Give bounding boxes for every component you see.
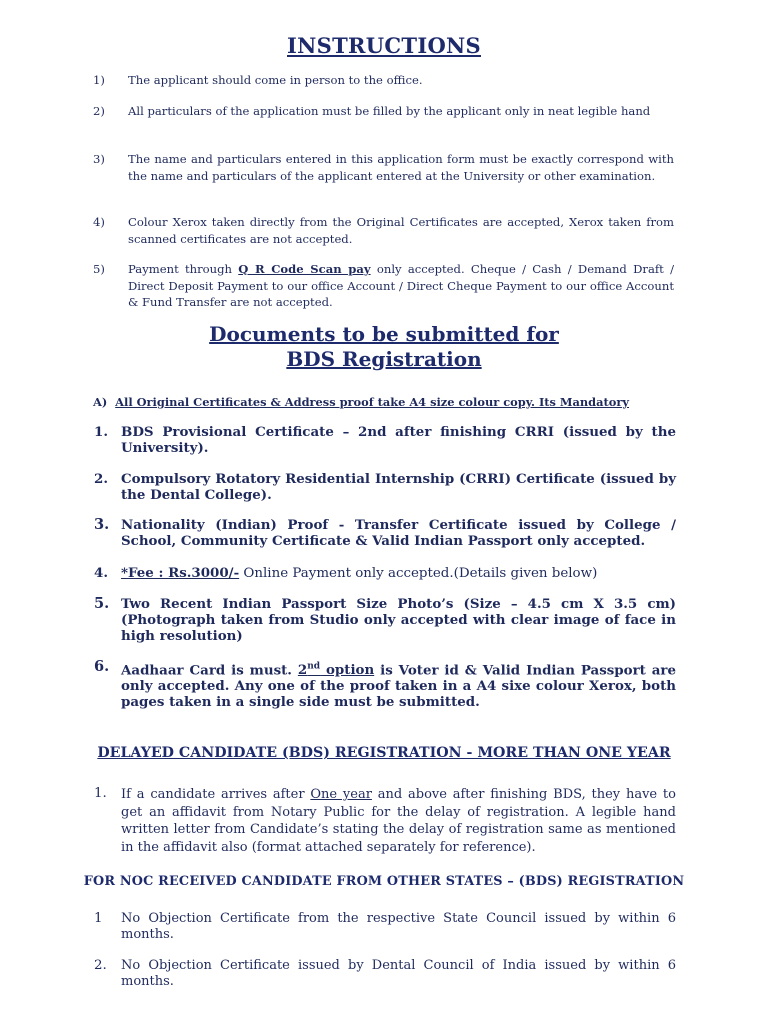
instruction-5-text-before: Payment through bbox=[128, 262, 239, 276]
page-title: INSTRUCTIONS bbox=[287, 33, 481, 58]
instruction-2-number: 2) bbox=[93, 104, 105, 118]
second-option-highlight bbox=[298, 662, 374, 678]
second-option-number: 2 bbox=[297, 662, 308, 679]
document-1-text: BDS Provisional Certificate – 2nd after finishing CRRI (issued by the University). bbox=[121, 424, 676, 456]
section-a-note bbox=[93, 395, 693, 409]
noc-item-2-number: 2. bbox=[94, 958, 107, 973]
noc-section-heading: FOR NOC RECEIVED CANDIDATE FROM OTHER STATES – (BDS) REGISTRATION bbox=[83, 874, 685, 889]
noc-item-1-number: 1 bbox=[94, 911, 103, 926]
instruction-5-text-after: only accepted. Cheque / Cash / Demand Draft / Direct Deposit Payment to our office Account / Direct Cheque Payment to our office Account & Fund Transfer are not accepted. bbox=[128, 262, 674, 309]
documents-heading-line2: BDS Registration bbox=[286, 347, 482, 371]
instruction-1-text: The applicant should come in person to the office. bbox=[128, 73, 423, 87]
document-2-text: Compulsory Rotatory Residential Internship (CRRI) Certificate (issued by the Dental College). bbox=[121, 471, 676, 503]
document-4-number: 4. bbox=[94, 565, 108, 581]
second-option-word: option bbox=[320, 662, 375, 679]
instruction-4-text: Colour Xerox taken directly from the Original Certificates are accepted, Xerox taken from scanned certificates are not accepted. bbox=[128, 215, 674, 246]
document-6-text-before: Aadhaar Card is must. bbox=[121, 662, 298, 679]
section-a-label: A) bbox=[93, 395, 108, 409]
delayed-section-heading: DELAYED CANDIDATE (BDS) REGISTRATION - MORE THAN ONE YEAR bbox=[97, 745, 671, 761]
instruction-2-text: All particulars of the application must be filled by the applicant only in neat legible hand bbox=[128, 104, 651, 118]
documents-heading-line1: Documents to be submitted for bbox=[209, 322, 559, 346]
second-option-suffix: nd bbox=[307, 662, 321, 672]
delayed-item-1-text-after: and above after finishing BDS, they have to get an affidavit from Notary Public for the delay of registration. A legible hand written letter from Candidate’s stating the delay of registration same as mentioned in the affidavit also (format attached separately for reference). bbox=[121, 787, 676, 855]
delayed-item-1-number: 1. bbox=[94, 786, 107, 801]
document-6-text-after: is Voter id & Valid Indian Passport are only accepted. Any one of the proof taken in a A4 sixe colour Xerox, both pages taken in a single side must be submitted. bbox=[121, 662, 677, 711]
document-5-text: Two Recent Indian Passport Size Photo’s (Size – 4.5 cm X 3.5 cm) (Photograph taken from Studio only accepted with clear image of face in high resolution) bbox=[121, 596, 676, 644]
instruction-3-text: The name and particulars entered in this application form must be exactly correspond with the name and particulars of the applicant entered at the University or other examination. bbox=[128, 152, 674, 183]
document-3-number: 3. bbox=[94, 516, 110, 533]
document-5-number: 5. bbox=[94, 595, 110, 612]
one-year-highlight: One year bbox=[310, 787, 372, 802]
section-a-text: All Original Certificates & Address proof take A4 size colour copy. Its Mandatory bbox=[115, 395, 630, 409]
instruction-4-number: 4) bbox=[93, 215, 105, 229]
document-4-text-rest: Online Payment only accepted.(Details given below) bbox=[239, 566, 598, 581]
fee-amount: *Fee : Rs.3000/- bbox=[121, 565, 240, 581]
document-4-text bbox=[121, 565, 676, 582]
qr-payment-highlight: Q R Code Scan pay bbox=[238, 262, 371, 276]
delayed-item-1-text bbox=[121, 786, 676, 856]
instruction-5-text bbox=[128, 261, 674, 311]
noc-item-1-text: No Objection Certificate from the respective State Council issued by within 6 months. bbox=[121, 911, 676, 942]
document-2-number: 2. bbox=[94, 471, 108, 487]
document-6-number: 6. bbox=[94, 658, 110, 675]
instruction-5-number: 5) bbox=[93, 262, 105, 276]
document-1-number: 1. bbox=[94, 424, 108, 440]
instruction-1-number: 1) bbox=[93, 73, 105, 87]
delayed-item-1-text-before: If a candidate arrives after bbox=[121, 787, 311, 802]
instruction-3-number: 3) bbox=[93, 152, 105, 166]
document-6-text bbox=[121, 659, 676, 710]
document-3-text: Nationality (Indian) Proof - Transfer Certificate issued by College / School, Community Certificate & Valid Indian Passport only accepted. bbox=[121, 517, 676, 549]
noc-item-2-text: No Objection Certificate issued by Dental Council of India issued by within 6 months. bbox=[121, 958, 676, 989]
